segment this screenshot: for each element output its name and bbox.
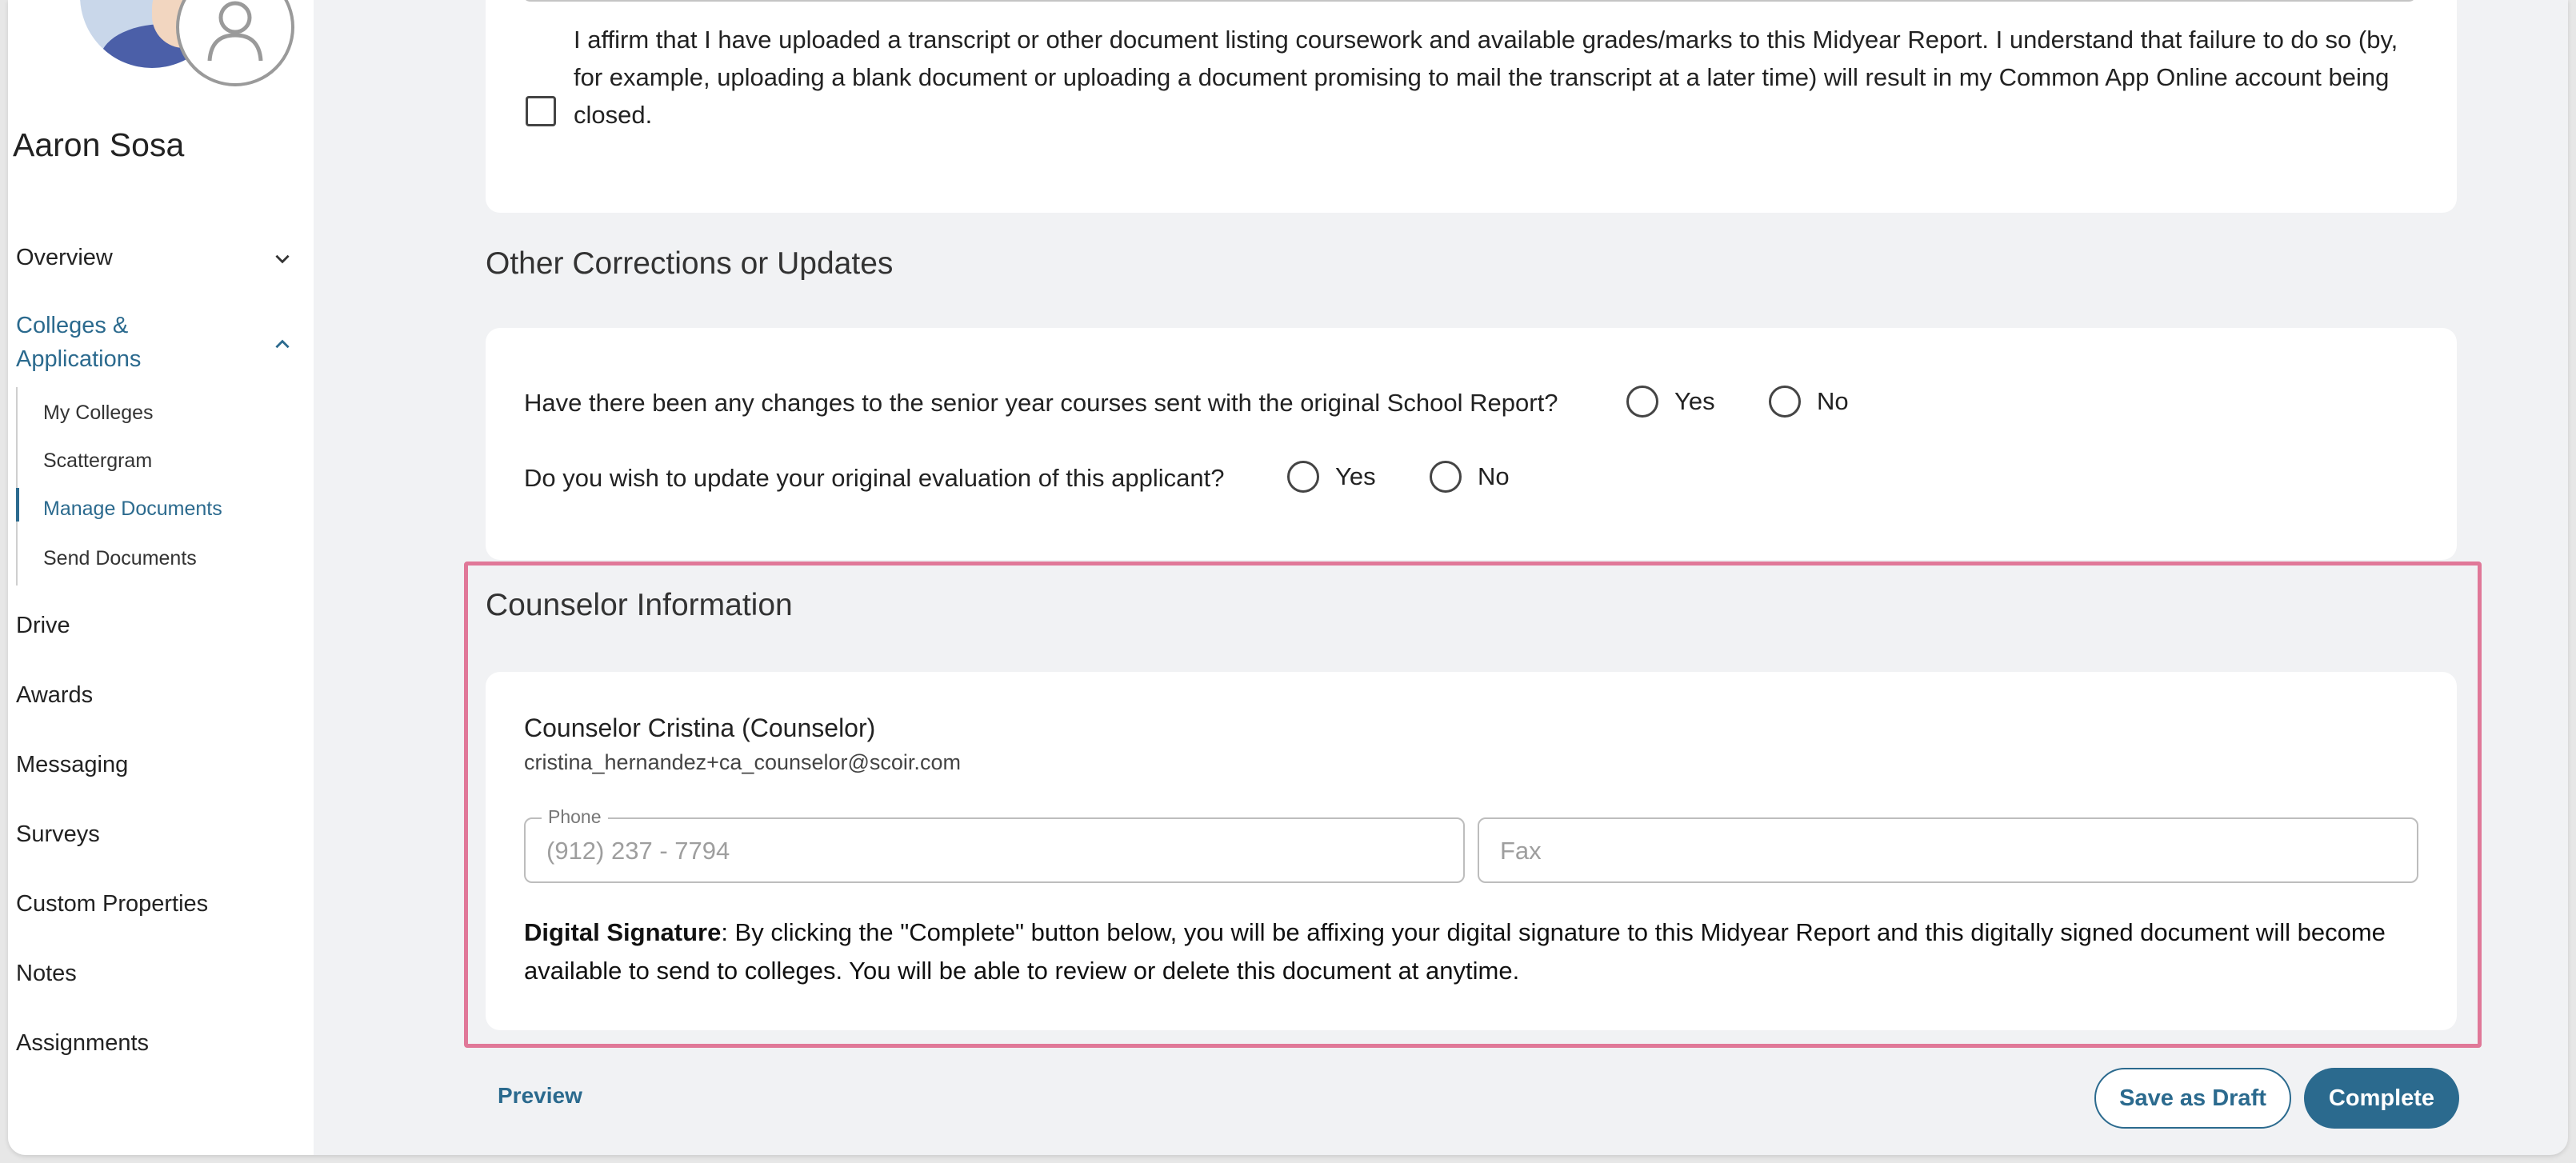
previous-field[interactable]	[522, 0, 2417, 2]
chevron-up-icon[interactable]	[272, 334, 293, 355]
corrections-card	[486, 328, 2457, 560]
active-indicator	[16, 488, 19, 522]
nav-overview[interactable]	[16, 245, 113, 271]
subnav-send-documents[interactable]: Send Documents	[43, 547, 197, 570]
avatar	[64, 0, 304, 96]
nav-assignments[interactable]: Assignments	[16, 1030, 150, 1056]
counselor-name: Counselor Cristina (Counselor)	[524, 713, 876, 742]
subnav-my-colleges[interactable]: My Colleges	[43, 402, 154, 424]
q2-no-label[interactable]: No	[1478, 462, 1510, 490]
nav-colleges-label: Colleges & Applications	[16, 313, 142, 372]
affirm-checkbox[interactable]	[526, 96, 556, 126]
q2-yes-label[interactable]: Yes	[1335, 462, 1376, 490]
q1-no-label[interactable]: No	[1817, 387, 1849, 415]
subnav-scattergram[interactable]: Scattergram	[43, 450, 153, 472]
q1-yes-radio[interactable]	[1626, 386, 1658, 418]
subnav-manage-documents[interactable]: Manage Documents	[43, 498, 222, 520]
nav-custom-properties[interactable]: Custom Properties	[16, 891, 209, 917]
affirm-text: I affirm that I have uploaded a transcript or other document listing coursework and available grades/marks to this Midyear Report. I understand that failure to do so (by, for example, uploading a blank document or uploading a document promising to mail the transcript at a later time) will result in my Common App Online account being closed.	[574, 26, 2398, 129]
q2-no-radio[interactable]	[1430, 461, 1462, 493]
phone-legend: Phone	[542, 806, 608, 828]
colleges-subnav	[16, 387, 288, 585]
complete-button[interactable]: Complete	[2304, 1068, 2459, 1129]
corrections-title: Other Corrections or Updates	[486, 246, 894, 281]
question-senior-courses: Have there been any changes to the senior year courses sent with the original School Report?	[524, 389, 1558, 417]
nav-drive[interactable]: Drive	[16, 613, 70, 638]
nav-awards[interactable]: Awards	[16, 682, 94, 708]
student-profile-icon	[176, 0, 294, 86]
q1-yes-label[interactable]: Yes	[1674, 387, 1715, 415]
affirm-card	[486, 0, 2457, 213]
q2-yes-radio[interactable]	[1287, 461, 1319, 493]
nav-messaging[interactable]: Messaging	[16, 752, 129, 777]
section-highlight	[464, 562, 2482, 1048]
counselor-title: Counselor Information	[486, 588, 793, 622]
preview-button[interactable]: Preview	[498, 1083, 582, 1108]
app-window	[8, 0, 2568, 1155]
nav-overview-label: Overview	[16, 245, 113, 270]
nav-colleges-applications[interactable]	[16, 309, 224, 376]
save-as-draft-button[interactable]: Save as Draft	[2094, 1068, 2291, 1129]
sidebar	[8, 0, 314, 1155]
user-name: Aaron Sosa	[13, 126, 185, 163]
digital-signature-label: Digital Signature	[524, 918, 722, 946]
question-update-evaluation: Do you wish to update your original evaluation of this applicant?	[524, 464, 1225, 492]
digital-signature-body: : By clicking the "Complete" button below, you will be affixing your digital signature to this Midyear Report and this digitally signed document will become available to send to colleges. You will be able to review or delete this document at anytime.	[524, 918, 2386, 985]
counselor-email: cristina_hernandez+ca_counselor@scoir.com	[524, 750, 961, 774]
chevron-down-icon[interactable]	[272, 248, 293, 269]
q1-no-radio[interactable]	[1769, 386, 1801, 418]
nav-surveys[interactable]: Surveys	[16, 821, 100, 847]
nav-notes[interactable]: Notes	[16, 961, 77, 986]
